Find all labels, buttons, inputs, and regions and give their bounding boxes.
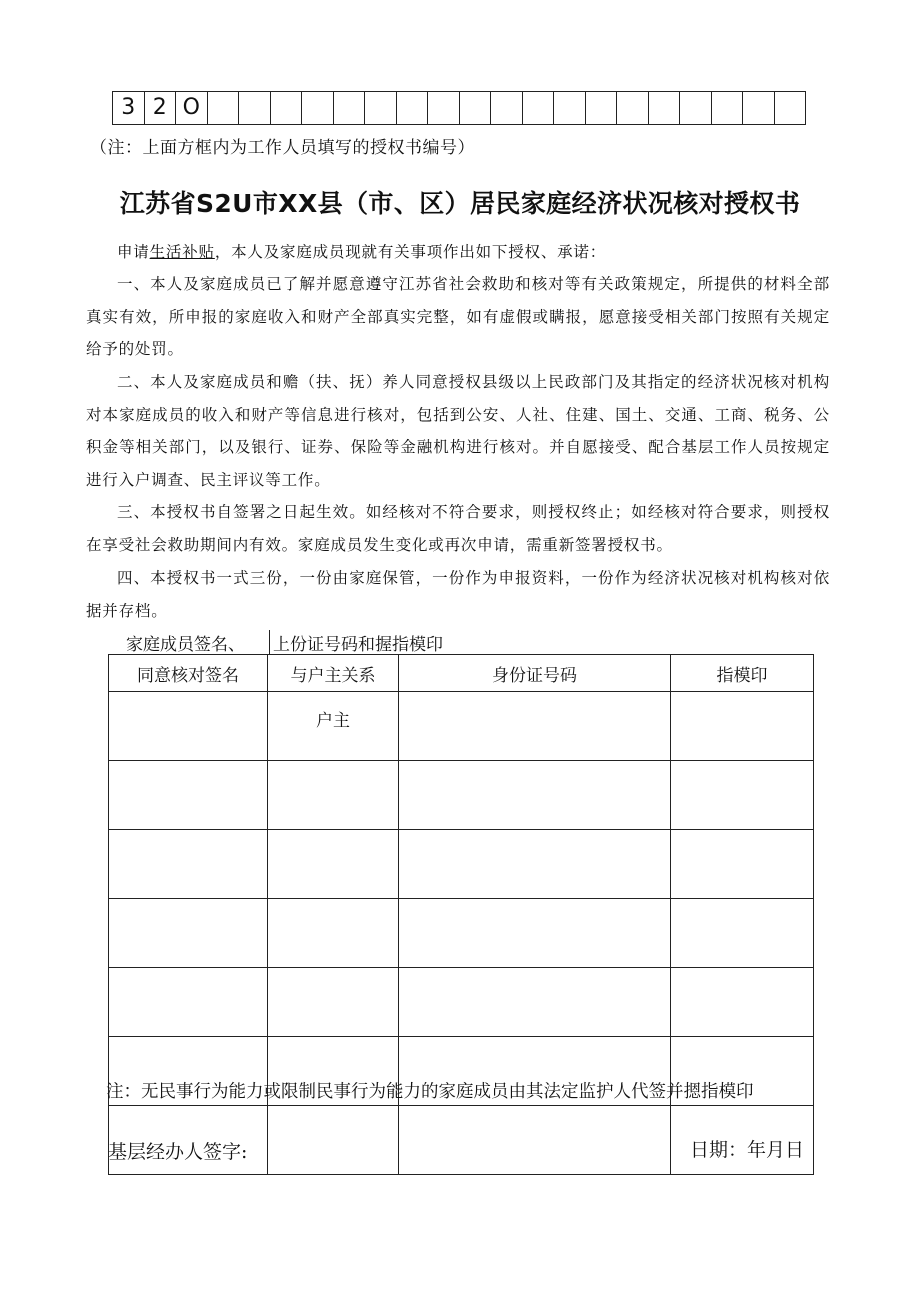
digit-box: O: [176, 92, 208, 124]
table-row: [109, 899, 814, 968]
table-row: [109, 830, 814, 899]
intro-suffix: ，本人及家庭成员现就有关事项作出如下授权、承诺：: [214, 243, 607, 261]
caption-part-b: 上份证号码和握指模印: [269, 630, 443, 655]
clause-2: 二、本人及家庭成员和赡（扶、抚）养人同意授权县级以上民政部门及其指定的经济状况核对机构对本家庭成员的收入和财产等信息进行核对，包括到公安、人社、住建、国土、交通、工商、税务、公积金等相关部门，以及银行、证券、保险等金融机构进行核对。并自愿接受、配合基层工作人员按规定进行入户调查、民主评议等工作。: [86, 373, 830, 489]
signature-cell: [109, 692, 268, 761]
header-consent-signature: 同意核对签名: [109, 655, 268, 692]
relationship-cell: [268, 968, 399, 1037]
digit-box: [586, 92, 618, 124]
digit-box: [397, 92, 429, 124]
digit-box: [617, 92, 649, 124]
clause-4: 四、本授权书一式三份，一份由家庭保管，一份作为申报资料，一份作为经济状况核对机构核对依据并存档。: [86, 569, 830, 620]
relationship-cell: [268, 830, 399, 899]
fingerprint-cell: [671, 968, 814, 1037]
fingerprint-cell: [671, 830, 814, 899]
clause-1: 一、本人及家庭成员已了解并愿意遵守江苏省社会救助和核对等有关政策规定，所提供的材料全部真实有效，所申报的家庭收入和财产全部真实完整，如有虚假或瞒报，愿意接受相关部门按照有关规定给予的处罚。: [86, 275, 830, 359]
caption-part-a: 家庭成员签名、: [126, 635, 245, 655]
digit-box: [554, 92, 586, 124]
digit-box: [334, 92, 366, 124]
table-row: [109, 761, 814, 830]
digit-box: [523, 92, 555, 124]
digit-box: [680, 92, 712, 124]
table-row: [109, 692, 814, 761]
digit-box: [208, 92, 240, 124]
application-item: 生活补贴: [149, 243, 215, 261]
id-number-cell: [399, 1106, 671, 1175]
digit-box: [239, 92, 271, 124]
table-header-row: [109, 655, 814, 692]
relationship-cell: 户主: [268, 692, 399, 761]
header-fingerprint: 指模印: [671, 655, 814, 692]
digit-box: [428, 92, 460, 124]
date-label: 日期：年月日: [690, 1139, 805, 1161]
digit-box: 3: [113, 92, 145, 124]
digit-box: [775, 92, 806, 124]
relationship-cell: [268, 899, 399, 968]
digit-box: [491, 92, 523, 124]
guardian-note: 注：无民事行为能力或限制民事行为能力的家庭成员由其法定监护人代签并摁指模印: [106, 1082, 754, 1102]
handler-signature-label: 基层经办人签字:: [108, 1141, 248, 1163]
intro-paragraph: [86, 236, 830, 269]
authorization-number-boxes: [112, 91, 806, 125]
family-signature-caption: [126, 630, 443, 655]
id-number-cell: [399, 761, 671, 830]
id-number-cell: [399, 899, 671, 968]
fingerprint-cell: [671, 761, 814, 830]
digit-box: 2: [145, 92, 177, 124]
relationship-cell: [268, 1106, 399, 1175]
digit-box: [302, 92, 334, 124]
table-row: [109, 968, 814, 1037]
authorization-number-note: （注：上面方框内为工作人员填写的授权书编号）: [90, 138, 475, 158]
signature-cell: [109, 899, 268, 968]
id-number-cell: [399, 968, 671, 1037]
header-id-number: 身份证号码: [399, 655, 671, 692]
intro-prefix: 申请: [117, 243, 150, 261]
signature-cell: [109, 830, 268, 899]
digit-box: [712, 92, 744, 124]
header-relationship: 与户主关系: [268, 655, 399, 692]
clause-3: 三、本授权书自签署之日起生效。如经核对不符合要求，则授权终止；如经核对符合要求，则授权在享受社会救助期间内有效。家庭成员发生变化或再次申请，需重新签署授权书。: [86, 503, 830, 554]
digit-box: [271, 92, 303, 124]
digit-box: [460, 92, 492, 124]
digit-box: [649, 92, 681, 124]
fingerprint-cell: [671, 899, 814, 968]
digit-box: [365, 92, 397, 124]
fingerprint-cell: [671, 692, 814, 761]
relationship-cell: [268, 761, 399, 830]
signature-cell: [109, 968, 268, 1037]
id-number-cell: [399, 830, 671, 899]
document-title: 江苏省S2U市XX县（市、区）居民家庭经济状况核对授权书: [119, 189, 801, 218]
digit-box: [743, 92, 775, 124]
signature-cell: [109, 761, 268, 830]
id-number-cell: [399, 692, 671, 761]
